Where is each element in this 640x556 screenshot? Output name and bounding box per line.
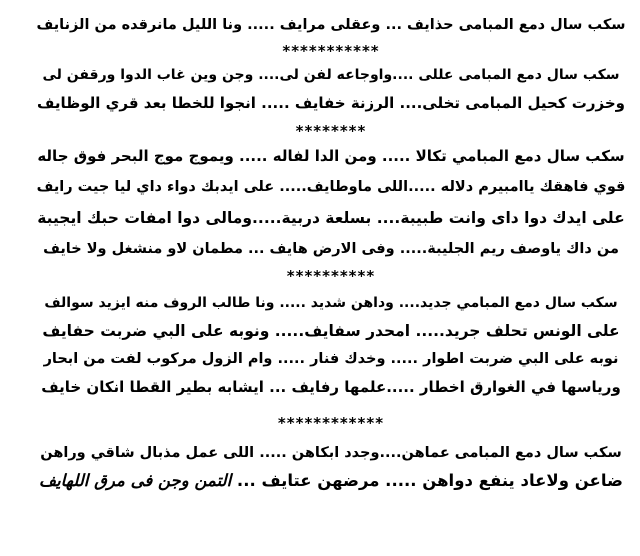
poem-line: قوي فاهقك ياامبيرم دلاله .....اللى ماوطايف..... على ايدبك دواء داي ليا جيت رايف [36,179,626,195]
poem-line-last [36,468,626,494]
separator-stars: ******** [295,122,367,140]
poem-line: ورياسها في الغوارق اخطار .....علمها رفايف ... ايشابه بطير القطا انكان خايف [41,378,621,396]
poem-line: سكب سال دمع المبامي تكالا ..... ومن الدا لفاله ..... ويموج موج البحر فوق جاله [37,147,625,165]
poem-line: على ايدك دوا داى وانت طبيبة.... بسلعة دربية.....ومالى دوا امفات حبك ايجيبة [37,209,625,227]
poem-line: نوبه على البي ضربت اطوار ..... وخدك فنار ..... وام الزول مركوب لفت من ابحار [43,351,619,367]
separator-stars: ************ [277,414,385,432]
separator-stars: ********** [286,267,376,285]
poem-line: وخزرت كحيل المبامى تخلى.... الرزنة خفايف ..... انجوا للخطا بعد قري الوظايف [37,94,625,112]
poem-line-text: ضاعن ولاعاد ينفع دواهن ..... مرضهن عتايف ... [236,471,623,490]
poem-line: من داك ياوصف ريم الجليبة..... وفى الارض هايف ... مطمان لاو منشغل ولا خايف [43,241,619,257]
poem-closing-italic: التمن وجن فى مرق اللهايف [39,471,232,490]
poem-line: سكب سال دمع المبامى عللى ....واوجاعه لفن لى.... وجن وين غاب الدوا ورقفن لى [42,67,620,83]
poem-line: سكب سال دمع المبامي جديد.... وداهن شديد ..... ونا طالب الروف منه ايزيد سوالف [44,295,618,311]
poem-line: سكب سال دمع المبامى عماهن....وجدد ابكاهن ..... اللى عمل مذبال شاقي وراهن [40,445,622,461]
poem-line: على الونس تحلف جريد..... امحدر سفايف..... ونوبه على البي ضربت حفايف [42,322,620,340]
separator-stars: *********** [282,42,380,60]
poem-line: سكب سال دمع المبامى حذايف ... وعقلى مرايف ..... ونا الليل مانرقده من الزنايف [36,17,626,33]
